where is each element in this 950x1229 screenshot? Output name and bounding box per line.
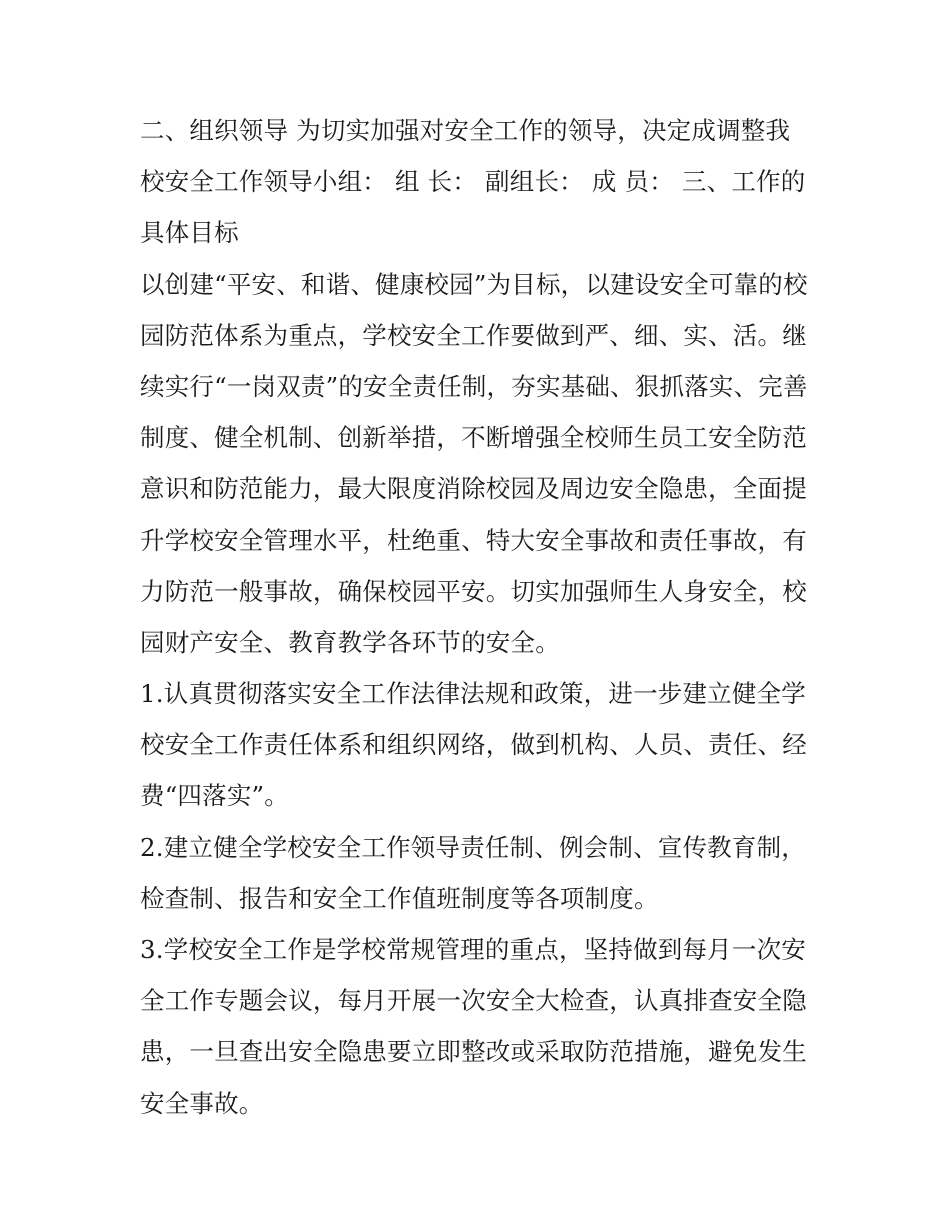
text-line: 园财产安全、教育教学各环节的安全。 [140,627,560,657]
text-line: 患，一旦查出安全隐患要立即整改或采取防范措施，避免发生 [140,1037,807,1067]
text-line: 1.认真贯彻落实安全工作法律法规和政策，进一步建立健全学 [140,679,806,709]
text-line: 3.学校安全工作是学校常规管理的重点，坚持做到每月一次安 [140,935,806,964]
text-line: 园防范体系为重点，学校安全工作要做到严、细、实、活。继 [140,320,807,350]
text-line: 校安全工作领导小组： 组 长： 副组长： 成 员： 三、工作的 [140,167,806,197]
text-line: 二、组织领导 为切实加强对安全工作的领导，决定成调整我 [140,116,791,145]
text-line: 检查制、报告和安全工作值班制度等各项制度。 [140,883,659,913]
text-line: 以创建“平安、和谐、健康校园”为目标，以建设安全可靠的校 [140,269,808,299]
text-line: 2.建立健全学校安全工作领导责任制、例会制、宣传教育制， [140,832,806,862]
text-line: 升学校安全管理水平，杜绝重、特大安全事故和责任事故，有 [140,525,807,555]
text-line: 全工作专题会议，每月开展一次安全大检查，认真排查安全隐 [140,986,807,1016]
text-line: 校安全工作责任体系和组织网络，做到机构、人员、责任、经 [140,730,807,760]
text-line: 安全事故。 [140,1088,264,1118]
text-line: 意识和防范能力，最大限度消除校园及周边安全隐患，全面提 [140,474,807,504]
text-line: 力防范一般事故，确保校园平安。切实加强师生人身安全，校 [140,576,807,606]
text-line: 制度、健全机制、创新举措，不断增强全校师生员工安全防范 [140,423,807,453]
text-line: 具体目标 [140,218,239,248]
text-line: 续实行“一岗双责”的安全责任制，夯实基础、狠抓落实、完善 [140,371,808,401]
document-body [140,105,812,1129]
text-line: 费“四落实”。 [140,781,289,811]
